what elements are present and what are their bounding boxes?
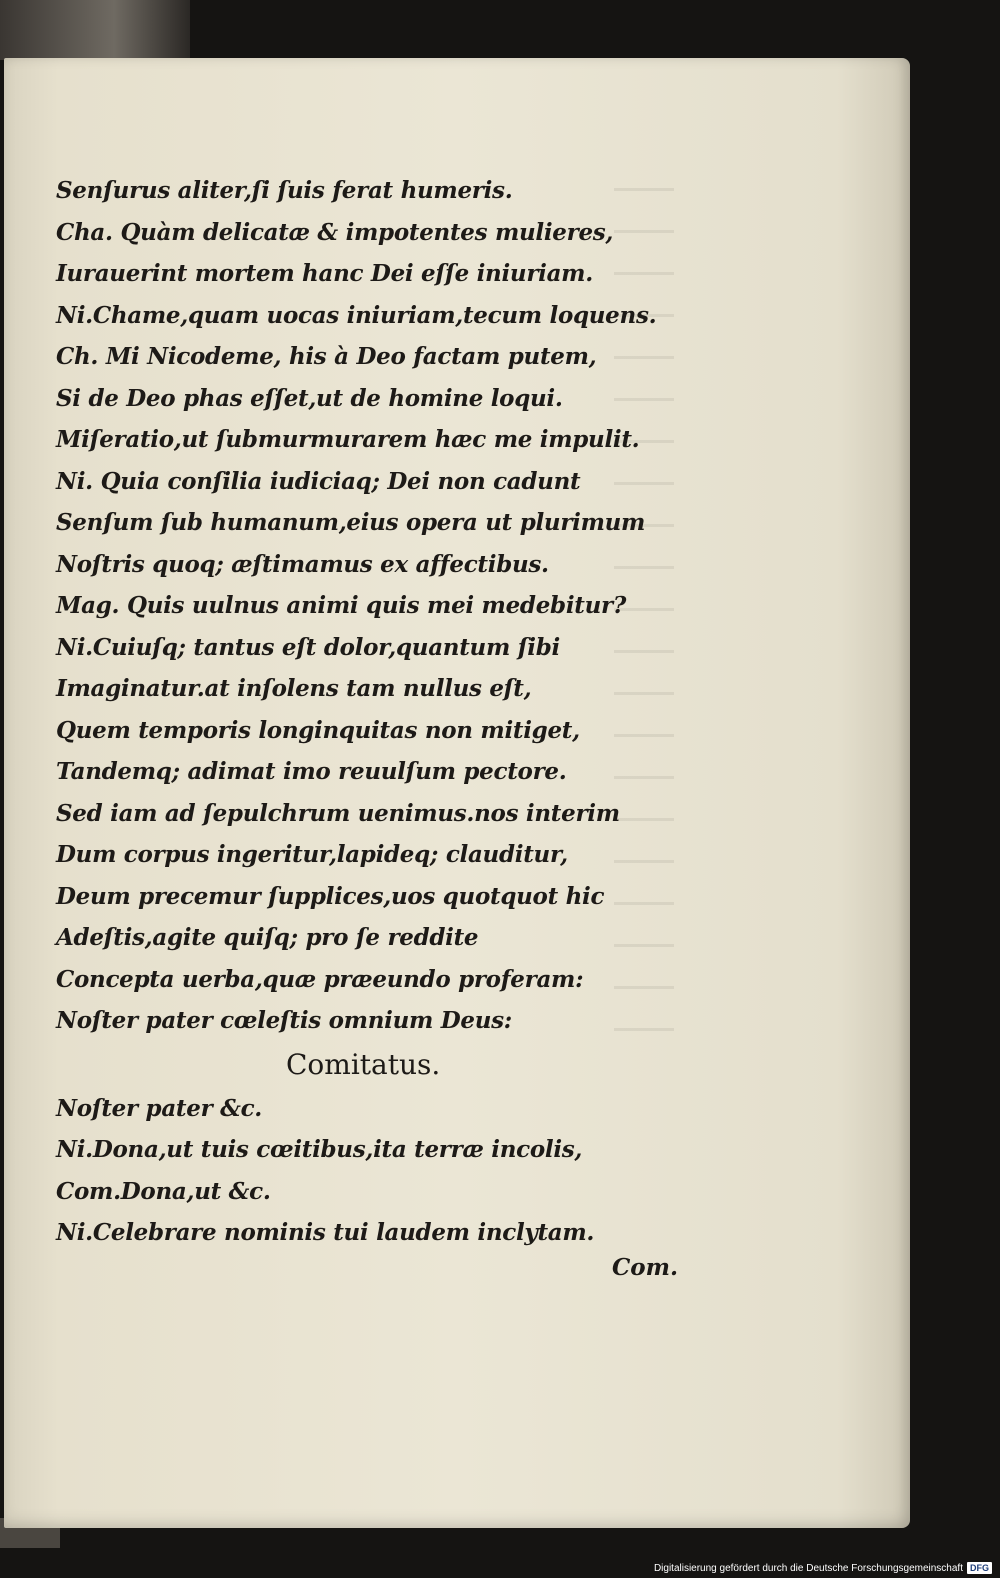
funding-text: Digitalisierung gefördert durch die Deutsche Forschungsgemeinschaft: [653, 1562, 963, 1574]
binding-edge: [0, 0, 190, 60]
verse-line: Ni.Celebrare nominis tui laudem inclytam.: [56, 1219, 595, 1246]
verse-line: Tandemq; adimat imo reuulſum pectore.: [56, 758, 567, 785]
verse-line: Noſtris quoq; æſtimamus ex affectibus.: [56, 550, 549, 578]
verse-line: Quem temporis longinquitas non mitiget,: [56, 716, 580, 744]
verse-line: Senſurus aliter,ſi ſuis ferat humeris.: [56, 177, 513, 204]
verse-line: Senſum ſub humanum,eius opera ut plurimum: [56, 509, 646, 536]
catchword: Com.: [612, 1254, 678, 1281]
verse-line: Noſter pater &c.: [56, 1094, 262, 1122]
dfg-logo: DFG: [967, 1562, 992, 1574]
verse-line: Concepta uerba,quæ præeundo proferam:: [56, 965, 584, 993]
verse-line: Sed iam ad ſepulchrum uenimus.nos interim: [56, 799, 620, 827]
verse-text: [56, 170, 676, 1254]
verse-line: Ni.Dona,ut tuis cœitibus,ita terræ incolis,: [56, 1136, 583, 1163]
verse-line: Iurauerint mortem hanc Dei eſſe iniuriam.: [56, 260, 593, 287]
verse-line: Si de Deo phas eſſet,ut de homine loqui.: [56, 384, 563, 412]
verse-line: Ni. Quia conſilia iudiciaq; Dei non cadunt: [56, 467, 581, 495]
verse-line: Dum corpus ingeritur,lapideq; clauditur,: [56, 841, 568, 868]
verse-line: Ch. Mi Nicodeme, his à Deo factam putem,: [56, 343, 597, 370]
verse-line: Ni.Cuiuſq; tantus eſt dolor,quantum ſibi: [56, 633, 560, 661]
verse-line: Imaginatur.at inſolens tam nullus eſt,: [56, 675, 532, 702]
verse-line: Com.Dona,ut &c.: [56, 1177, 271, 1205]
verse-line: Ni.Chame,quam uocas iniuriam,tecum loquens.: [56, 301, 657, 329]
verse-line: Adeſtis,agite quiſq; pro ſe reddite: [56, 924, 479, 951]
section-heading: Comitatus.: [286, 1047, 441, 1081]
verse-line: Deum precemur ſupplices,uos quotquot hic: [56, 882, 605, 910]
verse-line: Miſeratio,ut ſubmurmurarem hæc me impulit.: [56, 426, 640, 453]
funding-footer: [654, 1562, 992, 1574]
verse-line: Mag. Quis uulnus animi quis mei medebitur?: [56, 592, 626, 619]
verse-line: Noſter pater cœleſtis omnium Deus:: [56, 1007, 512, 1034]
verse-line: Cha. Quàm delicatæ & impotentes mulieres,: [56, 218, 614, 246]
